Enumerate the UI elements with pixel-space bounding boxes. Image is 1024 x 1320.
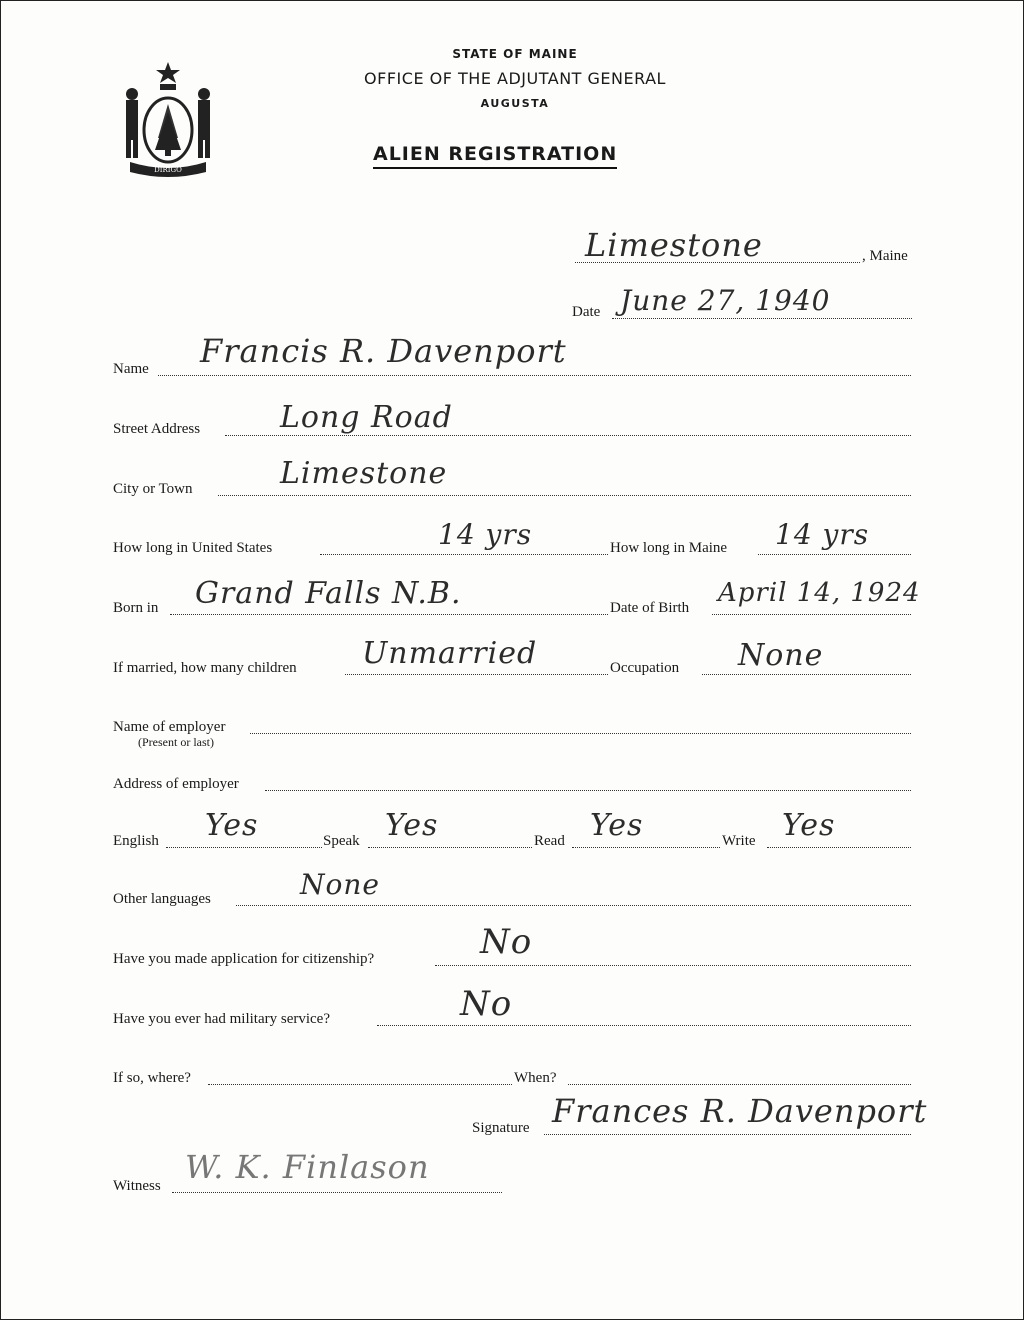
svg-text:DIRIGO: DIRIGO xyxy=(154,166,182,174)
employer-sublabel: (Present or last) xyxy=(138,735,214,749)
city-heading: AUGUSTA xyxy=(480,97,550,110)
children-value: Unmarried xyxy=(362,636,538,671)
employer-label: Name of employer xyxy=(113,719,226,735)
us-years-label: How long in United States xyxy=(113,540,273,556)
city-label: City or Town xyxy=(113,481,193,497)
born-value: Grand Falls N.B. xyxy=(195,576,462,611)
name-label: Name xyxy=(113,361,149,377)
location-suffix: , Maine xyxy=(862,248,908,264)
maine-years-label: How long in Maine xyxy=(610,540,728,556)
write-label: Write xyxy=(722,833,756,849)
born-label: Born in xyxy=(113,600,159,616)
witness-label: Witness xyxy=(113,1178,161,1194)
office-heading: OFFICE OF THE ADJUTANT GENERAL xyxy=(364,69,666,88)
when-label: When? xyxy=(514,1070,557,1086)
us-years-value: 14 yrs xyxy=(438,518,533,551)
occupation-label: Occupation xyxy=(610,660,680,676)
where-label: If so, where? xyxy=(113,1070,191,1086)
signature-value: Frances R. Davenport xyxy=(552,1092,928,1130)
english-label: English xyxy=(113,833,159,849)
location-value: Limestone xyxy=(585,226,763,264)
english-value: Yes xyxy=(205,808,259,843)
read-value: Yes xyxy=(590,808,644,843)
write-value: Yes xyxy=(782,808,836,843)
maine-years-value: 14 yrs xyxy=(775,518,870,551)
speak-value: Yes xyxy=(385,808,439,843)
other-languages-value: None xyxy=(300,868,380,901)
military-label: Have you ever had military service? xyxy=(113,1011,330,1027)
state-heading: STATE OF MAINE xyxy=(452,47,578,61)
children-label: If married, how many children xyxy=(113,660,297,676)
employer-address-label: Address of employer xyxy=(113,776,239,792)
speak-label: Speak xyxy=(323,833,360,849)
citizenship-value: No xyxy=(480,922,533,962)
city-value: Limestone xyxy=(280,456,448,491)
military-value: No xyxy=(460,984,513,1024)
street-label: Street Address xyxy=(113,421,201,437)
citizenship-label: Have you made application for citizenship? xyxy=(113,951,375,967)
date-value: June 27, 1940 xyxy=(620,284,831,317)
other-languages-label: Other languages xyxy=(113,891,211,907)
dob-label: Date of Birth xyxy=(610,600,690,616)
occupation-value: None xyxy=(738,638,824,673)
date-label: Date xyxy=(572,304,601,320)
dob-value: April 14, 1924 xyxy=(718,578,921,608)
street-value: Long Road xyxy=(280,400,453,435)
signature-label: Signature xyxy=(472,1120,530,1136)
read-label: Read xyxy=(534,833,565,849)
maine-state-seal-icon xyxy=(112,58,224,180)
name-value: Francis R. Davenport xyxy=(200,332,567,370)
form-title: ALIEN REGISTRATION xyxy=(373,143,617,169)
witness-value: W. K. Finlason xyxy=(185,1148,430,1186)
